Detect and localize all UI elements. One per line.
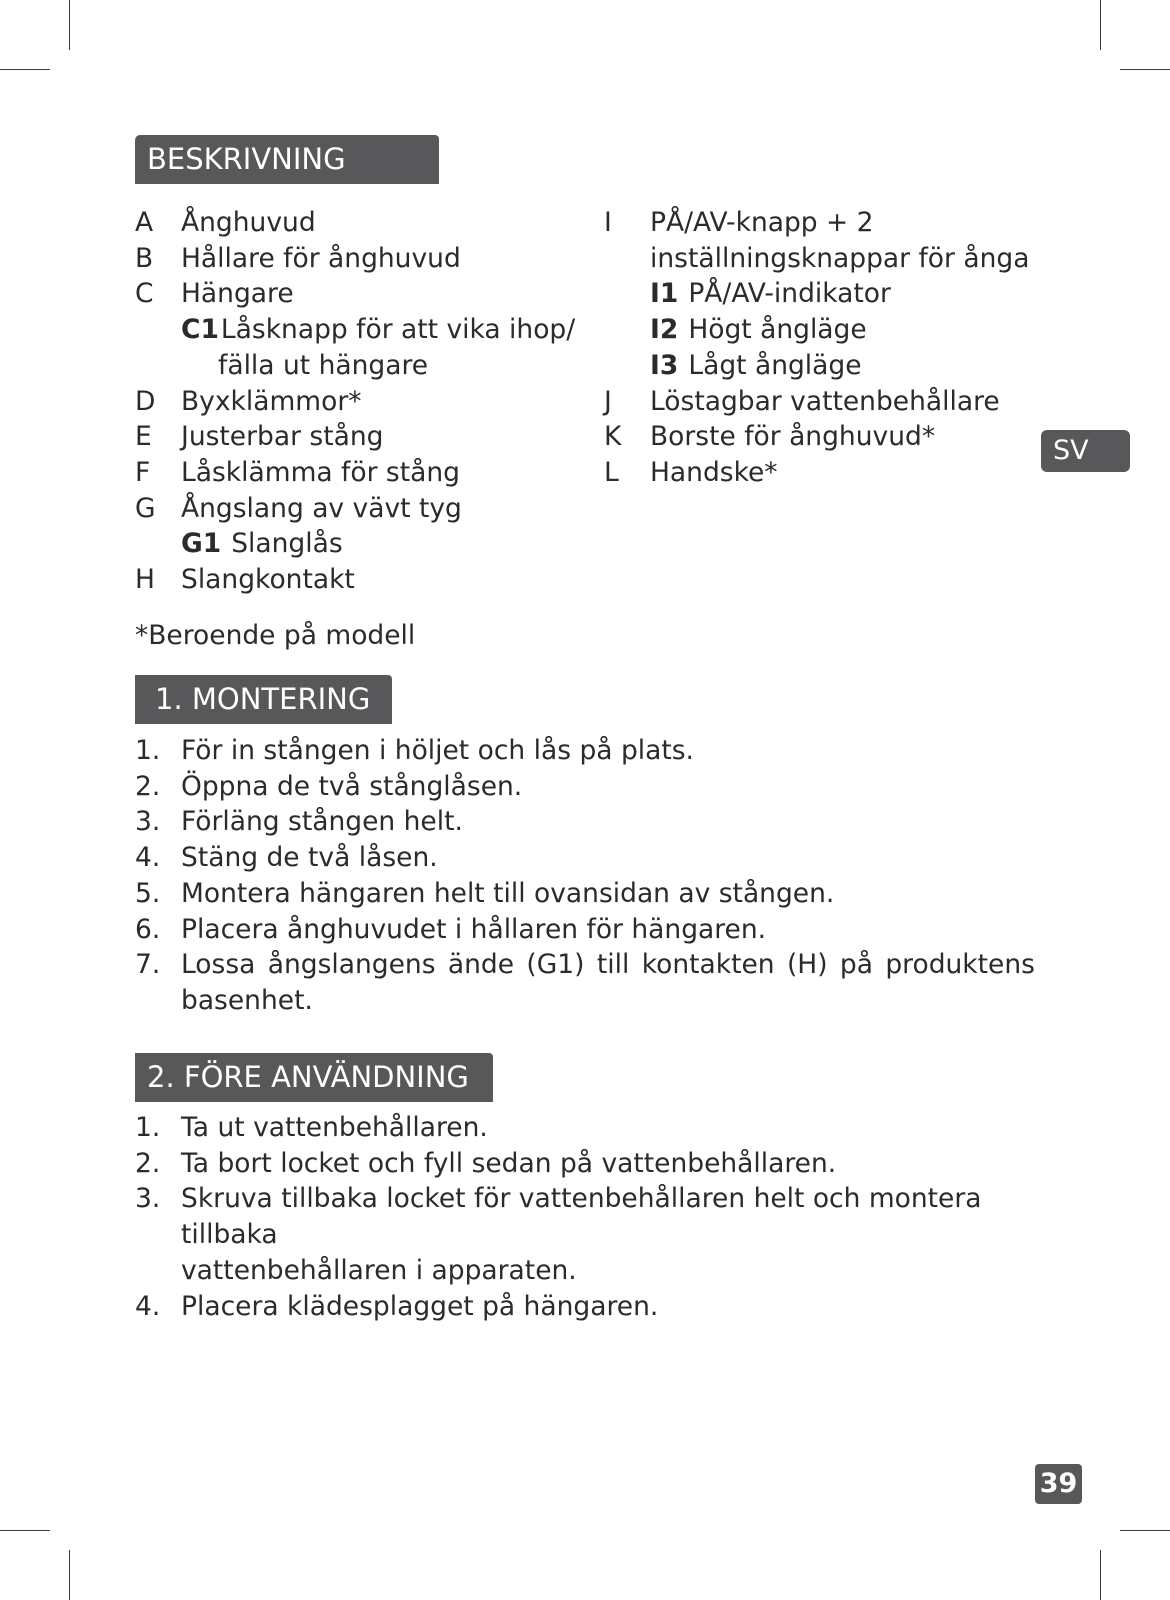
step-text: Stäng de två låsen. <box>181 842 438 874</box>
item-text-continued: inställningsknappar för ånga <box>650 242 1030 274</box>
step-item <box>135 876 1035 912</box>
item-letter: E <box>135 421 152 453</box>
sub-item-text: Låsknapp för att vika ihop/ <box>220 314 576 346</box>
crop-mark <box>1120 69 1170 70</box>
crop-mark <box>69 0 70 50</box>
step-item <box>135 912 1035 948</box>
step-text: Förläng stången helt. <box>181 806 463 838</box>
sub-item-text: PÅ/AV-indikator <box>688 278 891 310</box>
list-item <box>135 241 585 277</box>
sub-item <box>650 276 1034 312</box>
montering-steps <box>135 733 1035 1019</box>
item-letter: B <box>135 242 154 274</box>
section-heading-montering: 1. MONTERING <box>135 675 392 724</box>
item-text: Ånghuvud <box>181 207 316 238</box>
crop-mark <box>1120 1530 1170 1531</box>
sub-item-code: I1 <box>650 278 679 310</box>
sub-item-code: I2 <box>650 314 679 346</box>
step-text: Montera hängaren helt till ovansidan av stången. <box>181 877 835 909</box>
step-text: Lossa ångslangens ände (G1) till kontakten (H) på produktens <box>181 949 1035 981</box>
step-item <box>135 1289 1035 1325</box>
item-text: Justerbar stång <box>181 421 384 453</box>
crop-mark <box>0 69 50 70</box>
fore-anvandning-steps <box>135 1110 1035 1324</box>
item-letter: I <box>604 207 612 238</box>
crop-mark <box>1100 1550 1101 1600</box>
sub-item-code: C1 <box>181 314 219 346</box>
item-text: Hängare <box>181 278 294 310</box>
step-number: 5. <box>135 877 161 909</box>
step-text: För in stången i höljet och lås på plats. <box>181 735 694 766</box>
item-text: Slangkontakt <box>181 564 355 596</box>
step-number: 4. <box>135 1290 161 1322</box>
step-item <box>135 840 1035 876</box>
item-text: PÅ/AV-knapp + 2 <box>650 207 874 238</box>
sub-item-text: Lågt ångläge <box>688 349 862 381</box>
item-letter: K <box>604 421 622 453</box>
item-letter: J <box>604 385 612 417</box>
language-tab: SV <box>1041 430 1130 472</box>
description-list-right <box>604 205 1034 491</box>
item-text: Byxklämmor* <box>181 385 362 417</box>
sub-item-code: I3 <box>650 349 679 381</box>
item-letter: C <box>135 278 154 310</box>
list-item <box>135 205 585 241</box>
list-item <box>135 491 585 562</box>
item-letter: H <box>135 564 155 596</box>
step-text: Placera klädesplagget på hängaren. <box>181 1290 659 1322</box>
item-letter: A <box>135 207 154 238</box>
step-number: 7. <box>135 949 161 981</box>
step-number: 3. <box>135 1183 161 1215</box>
list-item <box>604 384 1034 420</box>
sub-item <box>650 348 1034 384</box>
step-text: Ta bort locket och fyll sedan på vattenbehållaren. <box>181 1147 837 1179</box>
step-item <box>135 733 1035 769</box>
step-item <box>135 947 1035 1018</box>
step-text-continued: basenhet. <box>181 984 313 1016</box>
step-number: 1. <box>135 1112 161 1143</box>
step-number: 6. <box>135 913 161 945</box>
sub-item-text: Slanglås <box>231 528 343 560</box>
footnote: *Beroende på modell <box>135 620 416 651</box>
step-item <box>135 1146 1035 1182</box>
step-number: 2. <box>135 770 161 802</box>
step-text: Placera ånghuvudet i hållaren för hängaren. <box>181 913 767 945</box>
crop-mark <box>1100 0 1101 50</box>
step-item <box>135 1181 1035 1288</box>
sub-item <box>181 312 585 348</box>
sub-item-code: G1 <box>181 528 222 560</box>
step-item <box>135 769 1035 805</box>
list-item <box>135 384 585 420</box>
step-number: 2. <box>135 1147 161 1179</box>
section-heading-fore-anvandning: 2. FÖRE ANVÄNDNING <box>135 1053 493 1102</box>
sub-item-text-continued: fälla ut hängare <box>218 349 429 381</box>
sub-item <box>650 312 1034 348</box>
item-text: Ångslang av vävt tyg <box>181 492 462 524</box>
step-text-continued: vattenbehållaren i apparaten. <box>181 1254 577 1286</box>
list-item <box>135 419 585 455</box>
list-item <box>604 419 1034 455</box>
description-list-left <box>135 205 585 598</box>
step-number: 1. <box>135 735 161 766</box>
step-number: 3. <box>135 806 161 838</box>
step-text: Öppna de två stånglåsen. <box>181 770 523 802</box>
step-item <box>135 804 1035 840</box>
list-item <box>604 205 1034 384</box>
sub-item <box>181 526 585 562</box>
page-number: 39 <box>1035 1464 1082 1504</box>
list-item <box>604 455 1034 491</box>
section-heading-description: BESKRIVNING <box>135 135 439 184</box>
list-item <box>135 562 585 598</box>
item-text: Hållare för ånghuvud <box>181 242 461 274</box>
item-letter: F <box>135 456 151 488</box>
item-text: Låsklämma för stång <box>181 456 460 488</box>
item-text: Löstagbar vattenbehållare <box>650 385 1000 417</box>
item-letter: D <box>135 385 156 417</box>
item-text: Handske* <box>650 456 778 488</box>
step-text: Ta ut vattenbehållaren. <box>181 1112 488 1143</box>
step-item <box>135 1110 1035 1146</box>
crop-mark <box>69 1550 70 1600</box>
list-item <box>135 455 585 491</box>
step-text: Skruva tillbaka locket för vattenbehållaren helt och montera tillbaka <box>181 1183 982 1251</box>
crop-mark <box>0 1530 50 1531</box>
step-number: 4. <box>135 842 161 874</box>
sub-item-text: Högt ångläge <box>688 314 867 346</box>
list-item <box>135 276 585 383</box>
item-letter: L <box>604 456 619 488</box>
item-text: Borste för ånghuvud* <box>650 421 936 453</box>
item-letter: G <box>135 492 156 524</box>
